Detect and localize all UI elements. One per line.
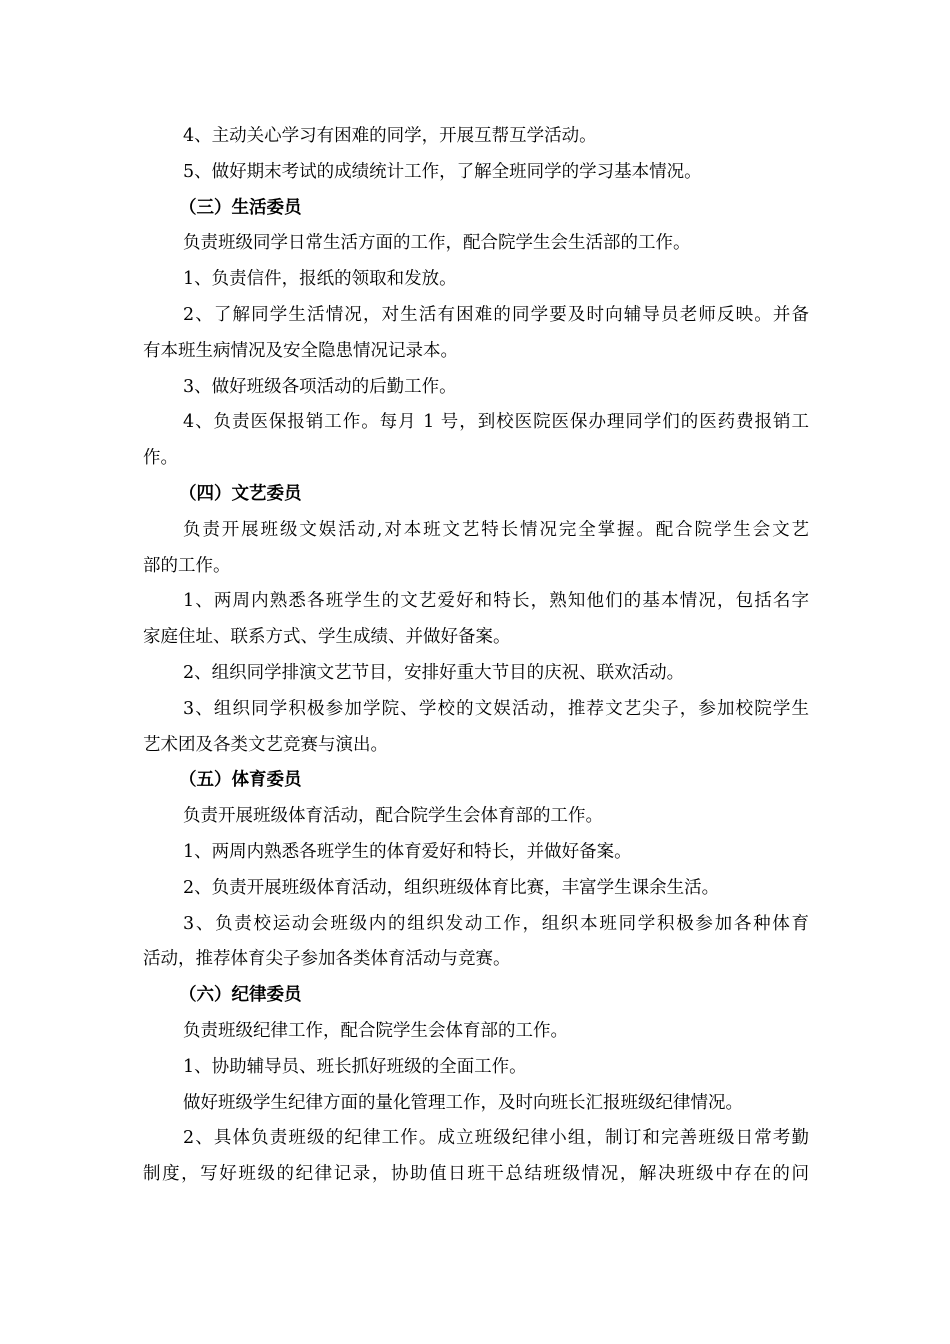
paragraph-line: 4、主动关心学习有困难的同学，开展互帮互学活动。: [183, 126, 597, 146]
paragraph-line: 负责班级同学日常生活方面的工作，配合院学生会生活部的工作。: [183, 233, 691, 254]
paragraph-line: 负责班级纪律工作，配合院学生会体育部的工作。: [183, 1020, 568, 1041]
paragraph-line: 2、了解同学生活情况，对生活有困难的同学要及时向辅导员老师反映。并备: [183, 304, 809, 325]
paragraph-line: 负责开展班级体育活动，配合院学生会体育部的工作。: [183, 806, 603, 827]
paragraph-line: 部的工作。: [143, 555, 231, 576]
section-heading: （六）纪律委员: [179, 985, 302, 1006]
paragraph-line: 作。: [143, 448, 178, 469]
paragraph-line: 3、负责校运动会班级内的组织发动工作，组织本班同学积极参加各种体育: [183, 913, 809, 934]
paragraph-line: 艺术团及各类文艺竞赛与演出。: [143, 734, 388, 755]
paragraph-line: 4、负责医保报销工作。每月 1 号，到校医院医保办理同学们的医药费报销工: [183, 412, 809, 433]
section-heading: （三）生活委员: [179, 197, 302, 218]
paragraph-line: 1、负责信件，报纸的领取和发放。: [183, 269, 457, 290]
paragraph-line: 做好班级学生纪律方面的量化管理工作，及时向班长汇报班级纪律情况。: [183, 1092, 743, 1113]
paragraph-line: 1、协助辅导员、班长抓好班级的全面工作。: [183, 1056, 527, 1077]
paragraph-line: 负责开展班级文娱活动,对本班文艺特长情况完全掌握。配合院学生会文艺: [183, 519, 809, 540]
document-body: [143, 119, 809, 1193]
paragraph-line: 3、做好班级各项活动的后勤工作。: [183, 376, 457, 397]
paragraph-line: 有本班生病情况及安全隐患情况记录本。: [143, 340, 458, 361]
paragraph-line: 3、组织同学积极参加学院、学校的文娱活动，推荐文艺尖子，参加校院学生: [183, 698, 809, 719]
paragraph-line: 5、做好期末考试的成绩统计工作，了解全班同学的学习基本情况。: [183, 161, 702, 182]
paragraph-line: 家庭住址、联系方式、学生成绩、并做好备案。: [143, 627, 511, 648]
paragraph-line: 2、组织同学排演文艺节目，安排好重大节目的庆祝、联欢活动。: [183, 662, 685, 683]
paragraph-line: 2、负责开展班级体育活动，组织班级体育比赛，丰富学生课余生活。: [183, 877, 720, 898]
paragraph-line: 制度，写好班级的纪律记录，协助值日班干总结班级情况，解决班级中存在的问: [143, 1164, 809, 1185]
paragraph-line: 1、两周内熟悉各班学生的文艺爱好和特长，熟知他们的基本情况，包括名字: [183, 591, 809, 612]
paragraph-line: 活动，推荐体育尖子参加各类体育活动与竞赛。: [143, 949, 511, 970]
section-heading: （五）体育委员: [179, 770, 302, 791]
paragraph-line: 1、两周内熟悉各班学生的体育爱好和特长，并做好备案。: [183, 841, 632, 862]
section-heading: （四）文艺委员: [179, 483, 302, 504]
paragraph-line: 2、具体负责班级的纪律工作。成立班级纪律小组，制订和完善班级日常考勤: [183, 1128, 809, 1149]
